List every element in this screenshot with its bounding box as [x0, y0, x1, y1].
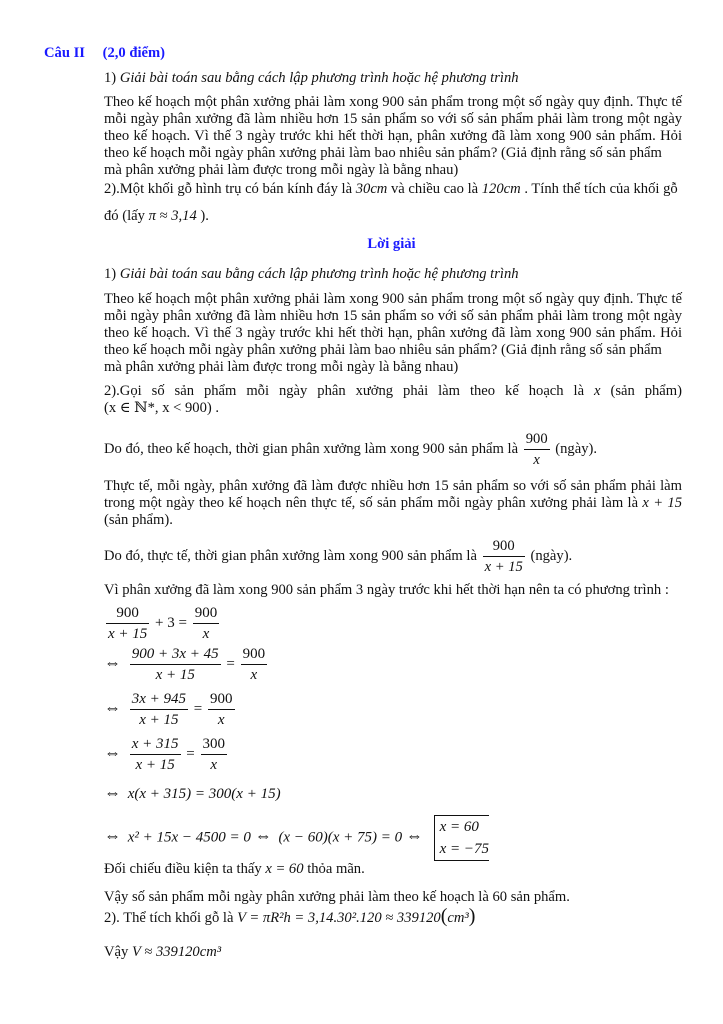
operator: =	[193, 700, 203, 717]
paren: )	[468, 905, 476, 927]
text: Do đó, thực tế, thời gian phân xưởng làm xong 900 sản phẩm là	[104, 547, 477, 564]
denominator: x	[210, 757, 218, 773]
numerator: 3x + 945	[130, 690, 188, 710]
numerator: 900	[193, 604, 220, 624]
let-variable	[104, 383, 682, 417]
text-line: mà phân xưởng phải làm được trong mỗi ngày là bằng nhau)	[104, 162, 459, 178]
denominator: x + 15	[484, 559, 523, 575]
text-line: mỗi ngày phân xưởng đã làm nhiều hơn 15 sản phẩm so với số sản phẩm phải làm trong một ngày	[104, 111, 682, 127]
fraction	[193, 604, 220, 643]
radius-value: 30cm	[355, 181, 388, 197]
text: ).	[196, 208, 209, 224]
unit: cm³	[447, 910, 469, 926]
check-condition	[104, 861, 682, 878]
text-line: theo kế hoạch mỗi ngày phân xưởng phải làm bao nhiêu sản phẩm? (Giả định rằng số sản phẩm	[104, 145, 662, 161]
fraction	[106, 604, 149, 643]
text-line: theo kế hoạch. Vì thế 3 ngày trước khi hết thời hạn, phân xưởng đã làm xong 900 sản phẩm. Hỏi	[104, 128, 682, 144]
iff-symbol: ⇔	[254, 826, 272, 846]
iff-symbol: ⇔	[405, 826, 423, 846]
problem-part1-body	[104, 94, 682, 179]
text-line: Vậy số sản phẩm mỗi ngày phân xưởng phải làm theo kế hoạch là 60 sản phẩm.	[104, 889, 570, 905]
text: (sản phẩm)	[610, 383, 682, 399]
text-line: Theo kế hoạch một phân xưởng phải làm xong 900 sản phẩm trong một số ngày quy định. Thực tế	[104, 291, 682, 307]
iff-symbol: ⇔	[104, 742, 121, 762]
fraction	[208, 690, 235, 729]
plan-time	[104, 430, 682, 469]
equation-4	[104, 735, 229, 774]
text-line: theo kế hoạch. Vì thế 3 ngày trước khi hết thời hạn, phân xưởng đã làm xong 900 sản phẩm. Hỏi	[104, 325, 682, 341]
formula: V = πR²h = 3,14.30².120 ≈ 339120	[237, 910, 441, 926]
text-line: mà phân xưởng phải làm được trong mỗi ngày là bằng nhau)	[104, 359, 459, 375]
text: trong một ngày theo kế hoạch nên thực tế, số sản phẩm mỗi ngày phân xưởng phải làm là	[104, 495, 639, 511]
iff-symbol: ⇔	[104, 826, 121, 846]
roots-bracket	[434, 815, 489, 861]
equation-1	[104, 604, 221, 643]
numerator: 900	[208, 690, 235, 710]
expression: x(x + 315) = 300(x + 15)	[127, 786, 281, 802]
problem-part1-title	[104, 70, 682, 87]
denominator: x + 15	[108, 626, 148, 642]
final-answer	[104, 944, 682, 961]
numerator: 300	[201, 735, 228, 755]
text-line: (sản phẩm).	[104, 512, 173, 528]
numerator: x + 315	[130, 735, 181, 755]
solution-title-wrap	[0, 236, 723, 253]
equation-2	[104, 645, 269, 684]
text: 2).Một khối gỗ hình trụ có bán kính đáy là	[104, 181, 356, 197]
text: Vậy	[104, 944, 129, 960]
part-number: 1)	[104, 70, 120, 86]
quadratic: x² + 15x − 4500 = 0	[127, 829, 251, 846]
equation-5	[104, 784, 281, 803]
iff-symbol: ⇔	[104, 783, 121, 802]
iff-symbol: ⇔	[104, 652, 121, 672]
text-line	[104, 495, 682, 512]
denominator: x	[202, 626, 210, 642]
fraction	[130, 735, 181, 774]
operator: + 3 =	[155, 614, 187, 631]
equation-6	[104, 815, 489, 861]
numerator: 900	[483, 537, 525, 557]
denominator: x + 15	[135, 757, 175, 773]
problem-part2-line2	[104, 208, 682, 225]
equation-intro	[104, 582, 682, 599]
actual-rate	[104, 478, 682, 529]
text: . Tính thể tích của khối gỗ	[520, 181, 678, 197]
problem-part2	[104, 181, 682, 198]
text-line: Theo kế hoạch một phân xưởng phải làm xong 900 sản phẩm trong một số ngày quy định. Thực tế	[104, 94, 682, 110]
text: (ngày).	[555, 440, 598, 457]
text: và chiều cao là	[387, 181, 482, 197]
text: đó (lấy	[104, 208, 149, 224]
numerator: 900 + 3x + 45	[130, 645, 221, 665]
question-points: (2,0 điểm)	[102, 45, 166, 61]
root: x = −75	[439, 841, 490, 857]
condition: (x ∈ ℕ*, x < 900) .	[104, 400, 220, 416]
fraction	[483, 537, 525, 576]
factored: (x − 60)(x + 75) = 0	[278, 829, 403, 846]
fraction	[524, 430, 550, 469]
text: Do đó, theo kế hoạch, thời gian phân xưởng làm xong 900 sản phẩm là	[104, 440, 519, 457]
text-line: Vì phân xưởng đã làm xong 900 sản phẩm 3 ngày trước khi hết thời hạn nên ta có phương trình :	[104, 582, 669, 598]
numerator: 900	[524, 430, 550, 450]
numerator: 900	[106, 604, 149, 624]
pi-approx: π ≈ 3,14	[148, 208, 197, 224]
part-title: Giải bài toán sau bằng cách lập phương trình hoặc hệ phương trình	[119, 266, 519, 282]
denominator: x	[250, 667, 258, 683]
denominator: x	[533, 452, 540, 468]
part-title: Giải bài toán sau bằng cách lập phương trình hoặc hệ phương trình	[119, 70, 519, 86]
solution-part1-body	[104, 291, 682, 376]
fraction	[130, 645, 221, 684]
expression: x + 15	[642, 495, 683, 511]
fraction	[201, 735, 228, 774]
question-header	[44, 45, 165, 62]
conclusion	[104, 889, 682, 906]
text: 2). Thể tích khối gỗ là	[104, 910, 234, 926]
text: Đối chiếu điều kiện ta thấy	[104, 861, 262, 877]
operator: =	[186, 745, 195, 762]
text-line: theo kế hoạch mỗi ngày phân xưởng phải làm bao nhiêu sản phẩm? (Giả định rằng số sản phẩm	[104, 342, 662, 358]
height-value: 120cm	[481, 181, 521, 197]
root: x = 60	[439, 819, 479, 835]
value: x = 60	[265, 861, 304, 877]
text: thỏa mãn.	[307, 861, 365, 877]
actual-time	[104, 537, 682, 576]
text: (ngày).	[530, 547, 573, 564]
text-line	[104, 383, 682, 400]
fraction	[130, 690, 188, 729]
equation-3	[104, 690, 237, 729]
solution-title: Lời giải	[367, 236, 416, 252]
text-line: Thực tế, mỗi ngày, phân xưởng đã làm được nhiều hơn 15 sản phẩm so với số sản phẩm phải làm	[104, 478, 682, 494]
denominator: x + 15	[155, 667, 195, 683]
fraction	[241, 645, 268, 684]
unit: cm³	[199, 944, 222, 960]
volume	[104, 905, 682, 927]
denominator: x	[217, 712, 225, 728]
value: V ≈ 339120	[131, 944, 200, 960]
operator: =	[226, 655, 235, 672]
paren: (	[440, 905, 448, 927]
denominator: x + 15	[139, 712, 179, 728]
iff-symbol: ⇔	[104, 697, 121, 717]
text-line: mỗi ngày phân xưởng đã làm nhiều hơn 15 sản phẩm so với số sản phẩm phải làm trong một ngày	[104, 308, 682, 324]
numerator: 900	[241, 645, 268, 665]
solution-part1-title	[104, 266, 682, 283]
variable: x	[594, 383, 601, 399]
text: 2).Gọi số sản phẩm mỗi ngày phân xưởng phải làm theo kế hoạch là	[104, 383, 585, 399]
text-line	[104, 181, 682, 198]
question-number: Câu II	[44, 45, 85, 61]
part-number: 1)	[104, 266, 120, 282]
